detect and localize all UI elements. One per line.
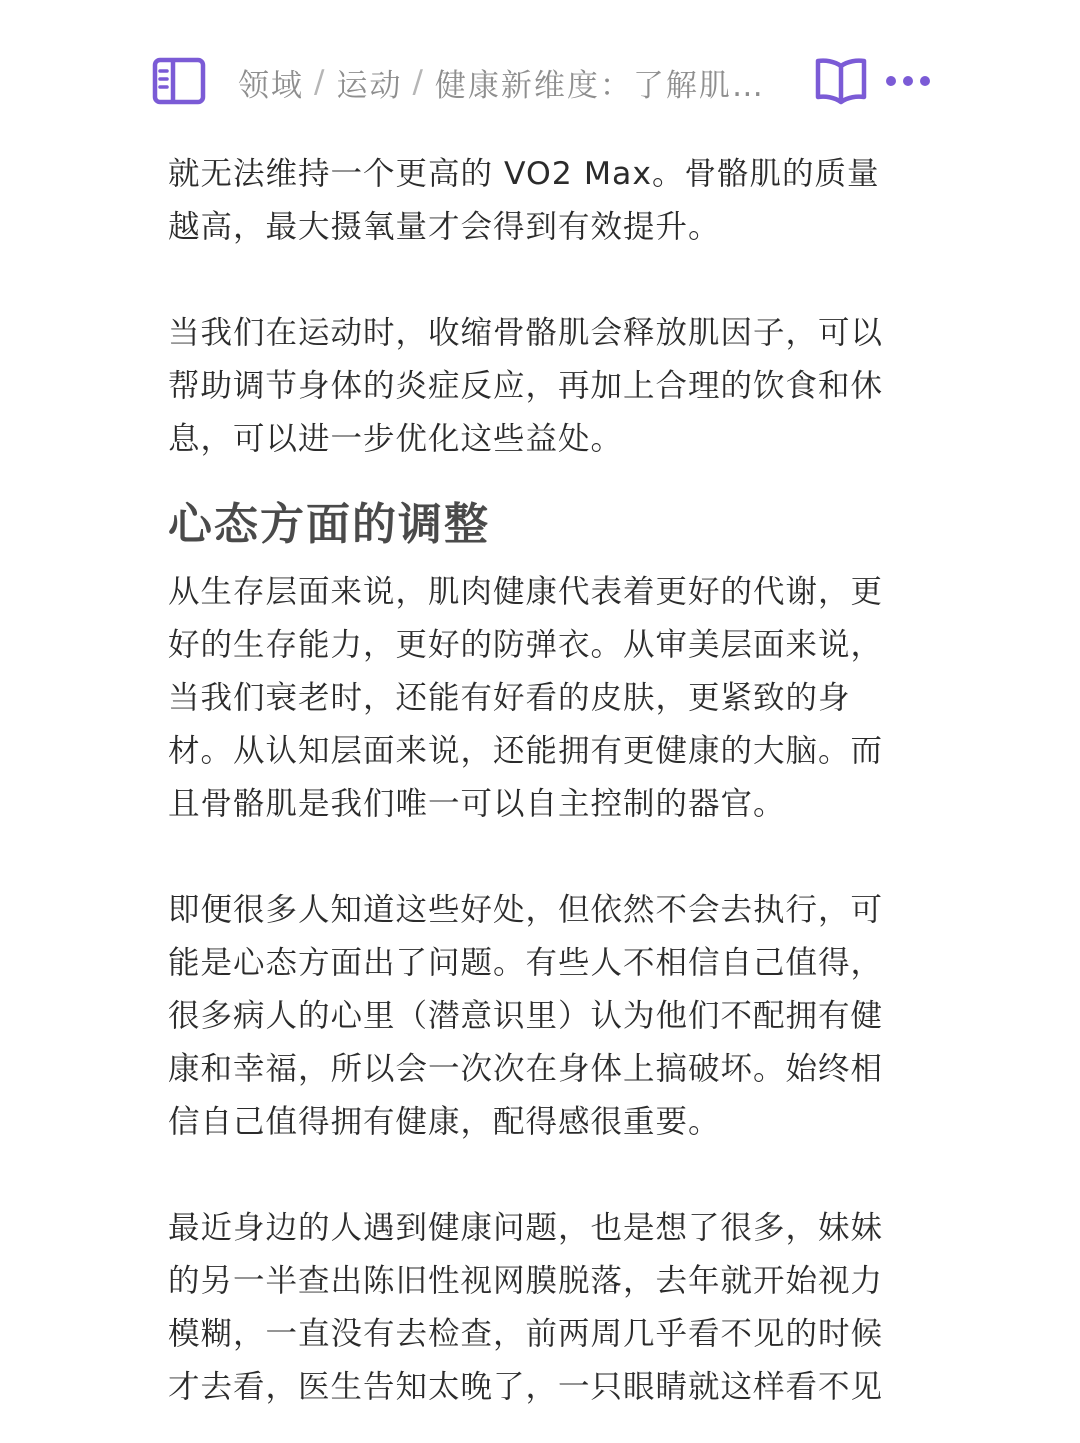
more-horizontal-icon [884,64,932,98]
paragraph-spacer [168,831,908,884]
sidebar-toggle-button[interactable] [152,57,206,105]
open-book-icon [814,56,868,106]
breadcrumb-item-domain[interactable]: 领域 [238,67,304,104]
paragraph-mindset: 即便很多人知道这些好处，但依然不会去执行，可能是心态方面出了问题。有些人不相信自己值得，很多病人的心里（潜意识里）认为他们不配拥有健康和幸福，所以会一次次在身体上搞破坏。始终相信自己值得拥有健康，配得感很重要。 [168,892,884,1140]
sidebar-toggle-icon [152,57,206,105]
top-navigation-bar [0,0,1080,120]
more-options-button[interactable] [884,64,932,98]
breadcrumb-separator: / [412,64,425,100]
paragraph-spacer [168,1149,908,1202]
paragraph-personal-story: 最近身边的人遇到健康问题，也是想了很多，妹妹的另一半查出陈旧性视网膜脱落，去年就开始视力模糊，一直没有去检查，前两周几乎看不见的时候才去看，医生告知太晚了，一只眼睛就这样看不见 [168,1210,884,1405]
breadcrumb-item-sports[interactable]: 运动 [336,67,403,104]
paragraph-vo2max: 就无法维持一个更高的 VO2 Max。骨骼肌的质量越高，最大摄氧量才会得到有效提升。 [168,156,880,245]
breadcrumb-item-current-page[interactable]: 健康新维度：了解肌… [434,67,765,104]
section-heading: 心态方面的调整 [168,499,490,550]
breadcrumb [238,58,798,106]
article-body [168,148,908,1414]
paragraph-myokines: 当我们在运动时，收缩骨骼肌会释放肌因子，可以帮助调节身体的炎症反应，再加上合理的饮食和休息，可以进一步优化这些益处。 [168,315,884,457]
paragraph-spacer [168,254,908,307]
breadcrumb-separator: / [314,64,327,100]
paragraph-benefits: 从生存层面来说，肌肉健康代表着更好的代谢，更好的生存能力，更好的防弹衣。从审美层面来说，当我们衰老时，还能有好看的皮肤，更紧致的身材。从认知层面来说，还能拥有更健康的大脑。而且骨骼肌是我们唯一可以自主控制的器官。 [168,574,884,822]
reader-mode-button[interactable] [814,56,868,106]
